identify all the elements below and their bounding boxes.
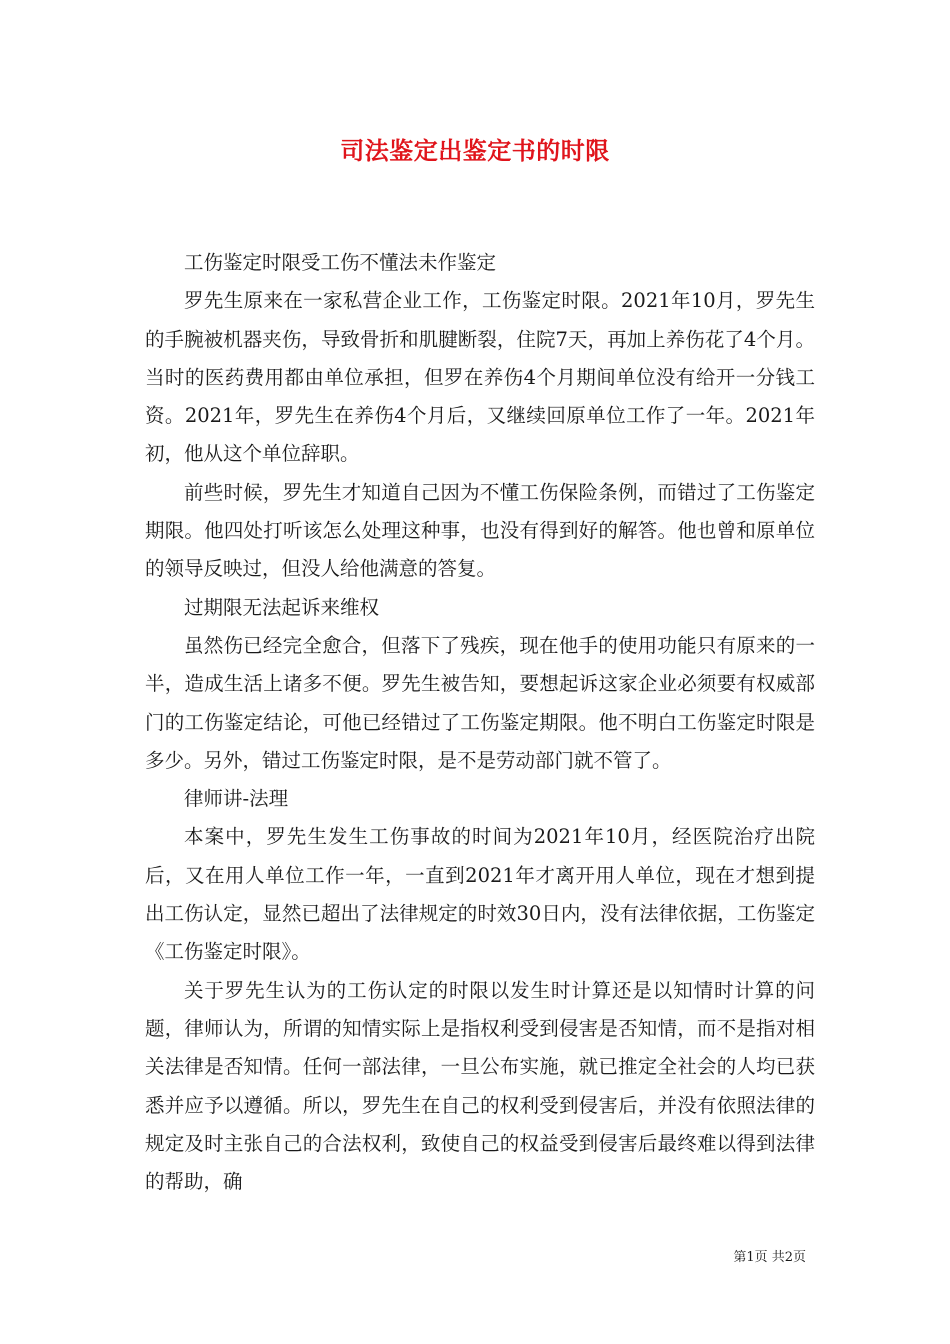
paragraph-2: 前些时候，罗先生才知道自己因为不懂工伤保险条例，而错过了工伤鉴定期限。他四处打听该怎么处理这种事，也没有得到好的解答。他也曾和原单位的领导反映过，但没人给他满意的答复。 (145, 480, 815, 581)
page-number: 第1页 共2页 (733, 1250, 806, 1265)
paragraph-4: 本案中，罗先生发生工伤事故的时间为2021年10月，经医院治疗出院后，又在用人单位工作一年，一直到2021年才离开用人单位，现在才想到提出工伤认定，显然已超出了法律规定的时效30日内，没有法律依据，工伤鉴定《工伤鉴定时限》。 (145, 825, 815, 964)
paragraph-3: 虽然伤已经完全愈合，但落下了残疾，现在他手的使用功能只有原来的一半，造成生活上诸多不便。罗先生被告知，要想起诉这家企业必须要有权威部门的工伤鉴定结论，可他已经错过了工伤鉴定期限。他不明白工伤鉴定时限是多少。另外，错过工伤鉴定时限，是不是劳动部门就不管了。 (145, 633, 815, 772)
section-heading-2: 过期限无法起诉来维权 (184, 595, 380, 619)
section-heading-3: 律师讲-法理 (184, 787, 289, 811)
paragraph-5: 关于罗先生认为的工伤认定的时限以发生时计算还是以知情时计算的问题，律师认为，所谓的知情实际上是指权利受到侵害是否知情，而不是指对相关法律是否知情。任何一部法律，一旦公布实施，就已推定全社会的人均已获悉并应予以遵循。所以，罗先生在自己的权利受到侵害后，并没有依照法律的规定及时主张自己的合法权利，致使自己的权益受到侵害后最终难以得到法律的帮助，确 (145, 978, 815, 1194)
document-title: 司法鉴定出鉴定书的时限 (340, 136, 610, 165)
document-body (145, 244, 815, 1201)
section-heading-1: 工伤鉴定时限受工伤不懂法未作鉴定 (184, 251, 497, 274)
paragraph-1: 罗先生原来在一家私营企业工作，工伤鉴定时限。2021年10月，罗先生的手腕被机器夹伤，导致骨折和肌腱断裂，住院7天，再加上养伤花了4个月。当时的医药费用都由单位承担，但罗在养伤4个月期间单位没有给开一分钱工资。2021年，罗先生在养伤4个月后，又继续回原单位工作了一年。2021年初，他从这个单位辞职。 (145, 289, 815, 466)
